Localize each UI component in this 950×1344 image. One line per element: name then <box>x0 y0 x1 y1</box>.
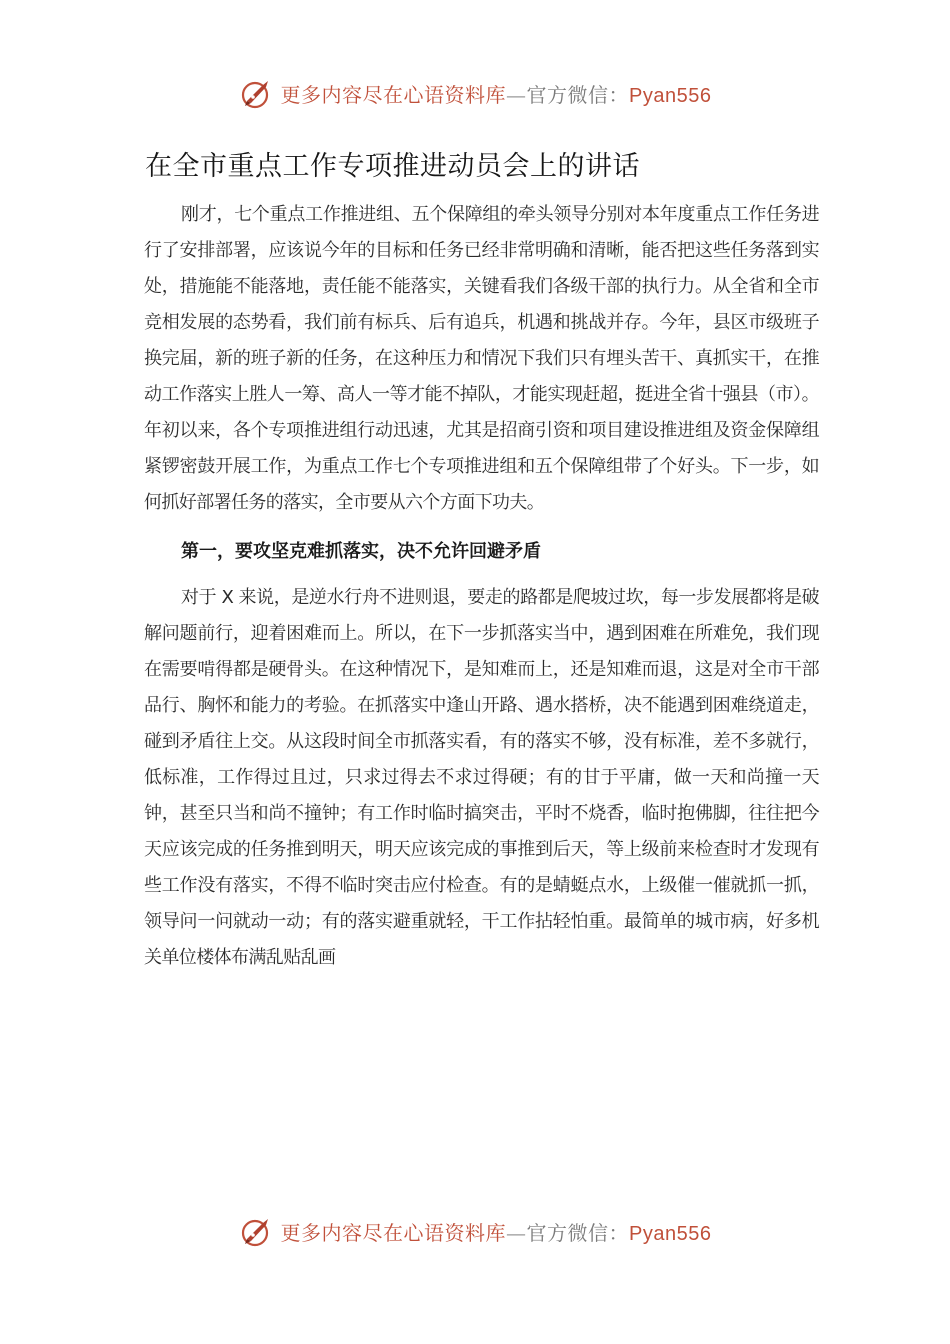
watermark-slogan: 更多内容尽在心语资料库 <box>280 82 507 107</box>
watermark-account: Pyan556 <box>629 84 712 107</box>
watermark-account: Pyan556 <box>629 1222 712 1245</box>
header-watermark-banner <box>0 70 950 116</box>
watermark-wechat-label: 官方微信： <box>526 1220 630 1245</box>
document-title: 在全市重点工作专项推进动员会上的讲话 <box>145 151 640 182</box>
body-paragraph-2: 对于 X 来说，是逆水行舟不进则退，要走的路都是爬坡过坎，每一步发展都将是破解问题前行，迎着困难而上。所以，在下一步抓落实当中，遇到困难在所难免，我们现在需要啃得都是硬骨头。在这种情况下，是知难而上，还是知难而退，这是对全市干部品行、胸怀和能力的考验。在抓落实中逢山开路、遇水搭桥，决不能遇到困难绕道走，碰到矛盾往上交。从这段时间全市抓落实看，有的落实不够，没有标准，差不多就行，低标准，工作得过且过，只求过得去不求过得硬；有的甘于平庸，做一天和尚撞一天钟，甚至只当和尚不撞钟；有工作时临时搞突击，平时不烧香，临时抱佛脚，往往把今天应该完成的任务推到明天，明天应该完成的事推到后天，等上级前来检查时才发现有些工作没有落实，不得不临时突击应付检查。有的是蜻蜓点水，上级催一催就抓一抓，领导问一问就动一动；有的落实避重就轻，干工作拈轻怕重。最简单的城市病，好多机关单位楼体布满乱贴乱画 <box>144 587 819 968</box>
pen-logo-icon <box>239 75 275 111</box>
watermark-slogan: 更多内容尽在心语资料库 <box>280 1220 507 1245</box>
watermark-text <box>281 79 712 108</box>
watermark-dash: — <box>506 82 527 107</box>
pen-logo-icon <box>239 1213 275 1249</box>
section-heading-1: 第一，要攻坚克难抓落实，决不允许回避矛盾 <box>181 541 541 562</box>
watermark-text <box>281 1217 712 1246</box>
watermark-dash: — <box>506 1220 527 1245</box>
footer-watermark-banner <box>0 1208 950 1254</box>
body-paragraph-1: 刚才，七个重点工作推进组、五个保障组的牵头领导分别对本年度重点工作任务进行了安排部署，应该说今年的目标和任务已经非常明确和清晰，能否把这些任务落到实处，措施能不能落地，责任能不能落实，关键看我们各级干部的执行力。从全省和全市竞相发展的态势看，我们前有标兵、后有追兵，机遇和挑战并存。今年，县区市级班子换完届，新的班子新的任务，在这种压力和情况下我们只有埋头苦干、真抓实干，在推动工作落实上胜人一筹、高人一等才能不掉队，才能实现赶超，挺进全省十强县（市）。年初以来，各个专项推进组行动迅速，尤其是招商引资和项目建设推进组及资金保障组紧锣密鼓开展工作，为重点工作七个专项推进组和五个保障组带了个好头。下一步，如何抓好部署任务的落实，全市要从六个方面下功夫。 <box>144 204 819 513</box>
watermark-wechat-label: 官方微信： <box>526 82 630 107</box>
